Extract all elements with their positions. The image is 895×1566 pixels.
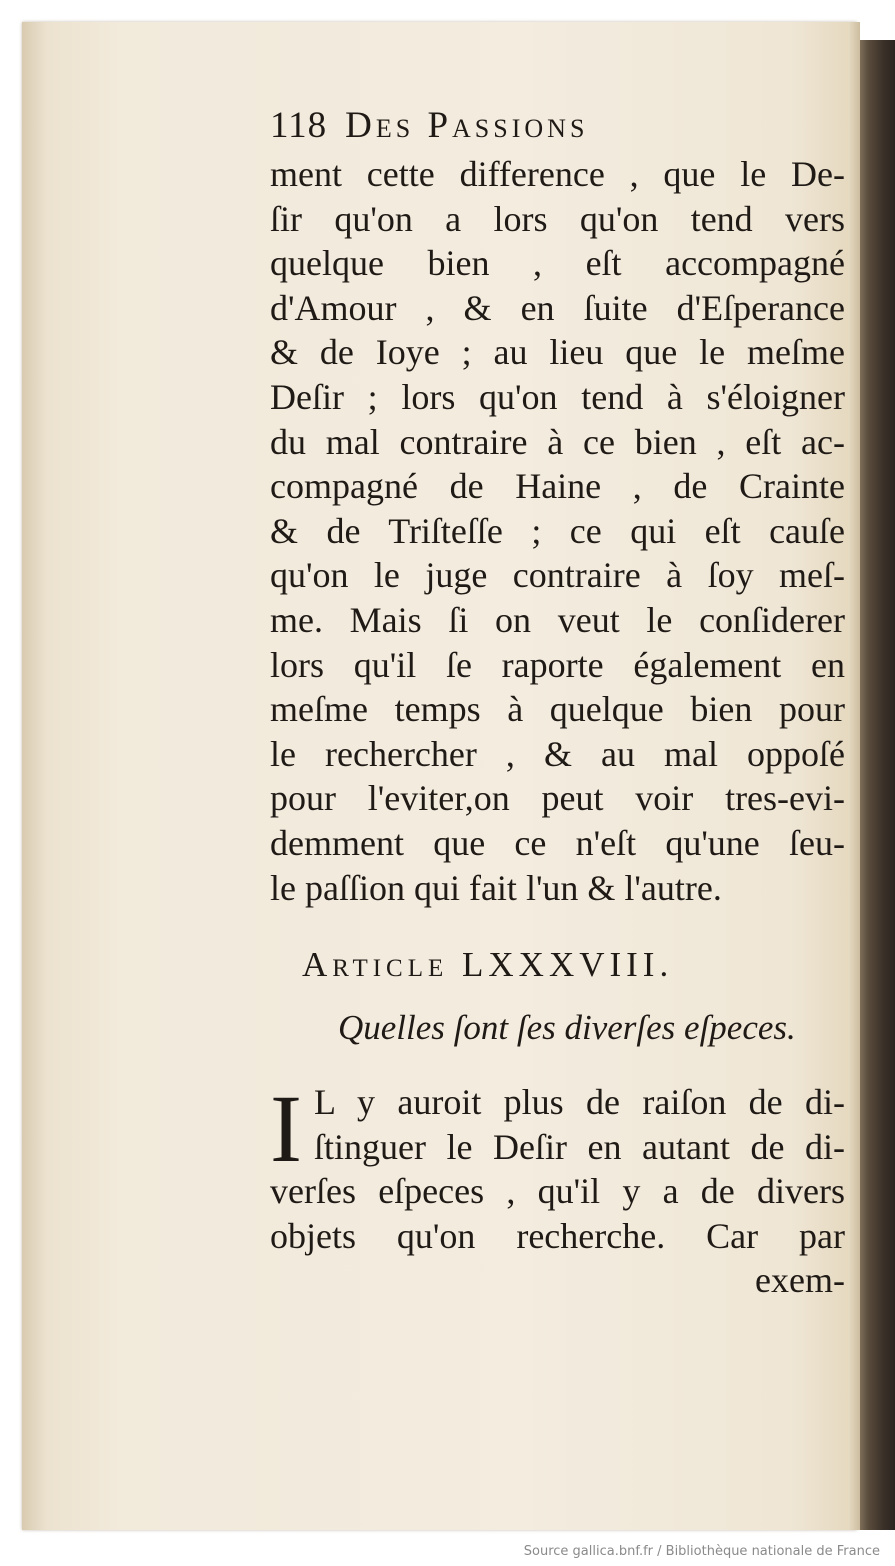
page-right-edge	[848, 22, 860, 1530]
text-line: ment cette difference , que le De-	[270, 154, 845, 194]
book-fore-edge	[857, 40, 895, 1530]
page-number: 118	[270, 105, 328, 146]
text-line: meſme temps à quelque bien pour	[270, 689, 845, 730]
text-line: du mal contraire à ce bien , eſt ac-	[270, 421, 845, 462]
catchword: exem-	[755, 1260, 845, 1301]
text-line: & de Triſteſſe ; ce qui eſt cauſe	[270, 510, 845, 551]
text-line: le paſſion qui fait l'un & l'autre.	[270, 867, 722, 908]
text-line: & de Ioye ; au lieu que le meſme	[270, 332, 845, 373]
text-line: Deſir ; lors qu'on tend à s'éloigner	[270, 376, 845, 417]
running-title: Des Passions	[345, 105, 589, 146]
text-line: L y auroit plus de raiſon de di-	[314, 1082, 845, 1123]
source-attribution: Source gallica.bnf.fr / Bibliothèque nationale de France	[523, 1544, 880, 1559]
text-line: pour l'eviter,on peut voir tres-evi-	[270, 778, 845, 819]
text-line: me. Mais ſi on veut le conſiderer	[270, 599, 845, 640]
text-line: le rechercher , & au mal oppoſé	[270, 733, 845, 774]
article-subtitle: Quelles ſont ſes diverſes eſpeces.	[338, 1008, 796, 1048]
text-line: demment que ce n'eſt qu'une ſeu-	[270, 822, 845, 863]
text-line: verſes eſpeces , qu'il y a de divers	[270, 1171, 845, 1212]
paragraph-1	[270, 152, 845, 910]
text-line: compagné de Haine , de Crainte	[270, 466, 845, 507]
text-line: quelque bien , eſt accompagné	[270, 243, 845, 284]
text-line: ſir qu'on a lors qu'on tend vers	[270, 198, 845, 239]
text-line: qu'on le juge contraire à ſoy meſ-	[270, 555, 845, 596]
text-line: objets qu'on recherche. Car par	[270, 1215, 845, 1256]
text-line: ſtinguer le Deſir en autant de di-	[314, 1126, 845, 1167]
running-head	[270, 100, 845, 152]
paragraph-2	[270, 1075, 845, 1303]
page-text	[270, 100, 845, 1303]
article-heading: Article LXXXVIII.	[302, 945, 674, 985]
text-line: lors qu'il ſe raporte également en	[270, 644, 845, 685]
text-line: d'Amour , & en ſuite d'Eſperance	[270, 287, 845, 328]
drop-cap: I	[270, 1075, 302, 1183]
